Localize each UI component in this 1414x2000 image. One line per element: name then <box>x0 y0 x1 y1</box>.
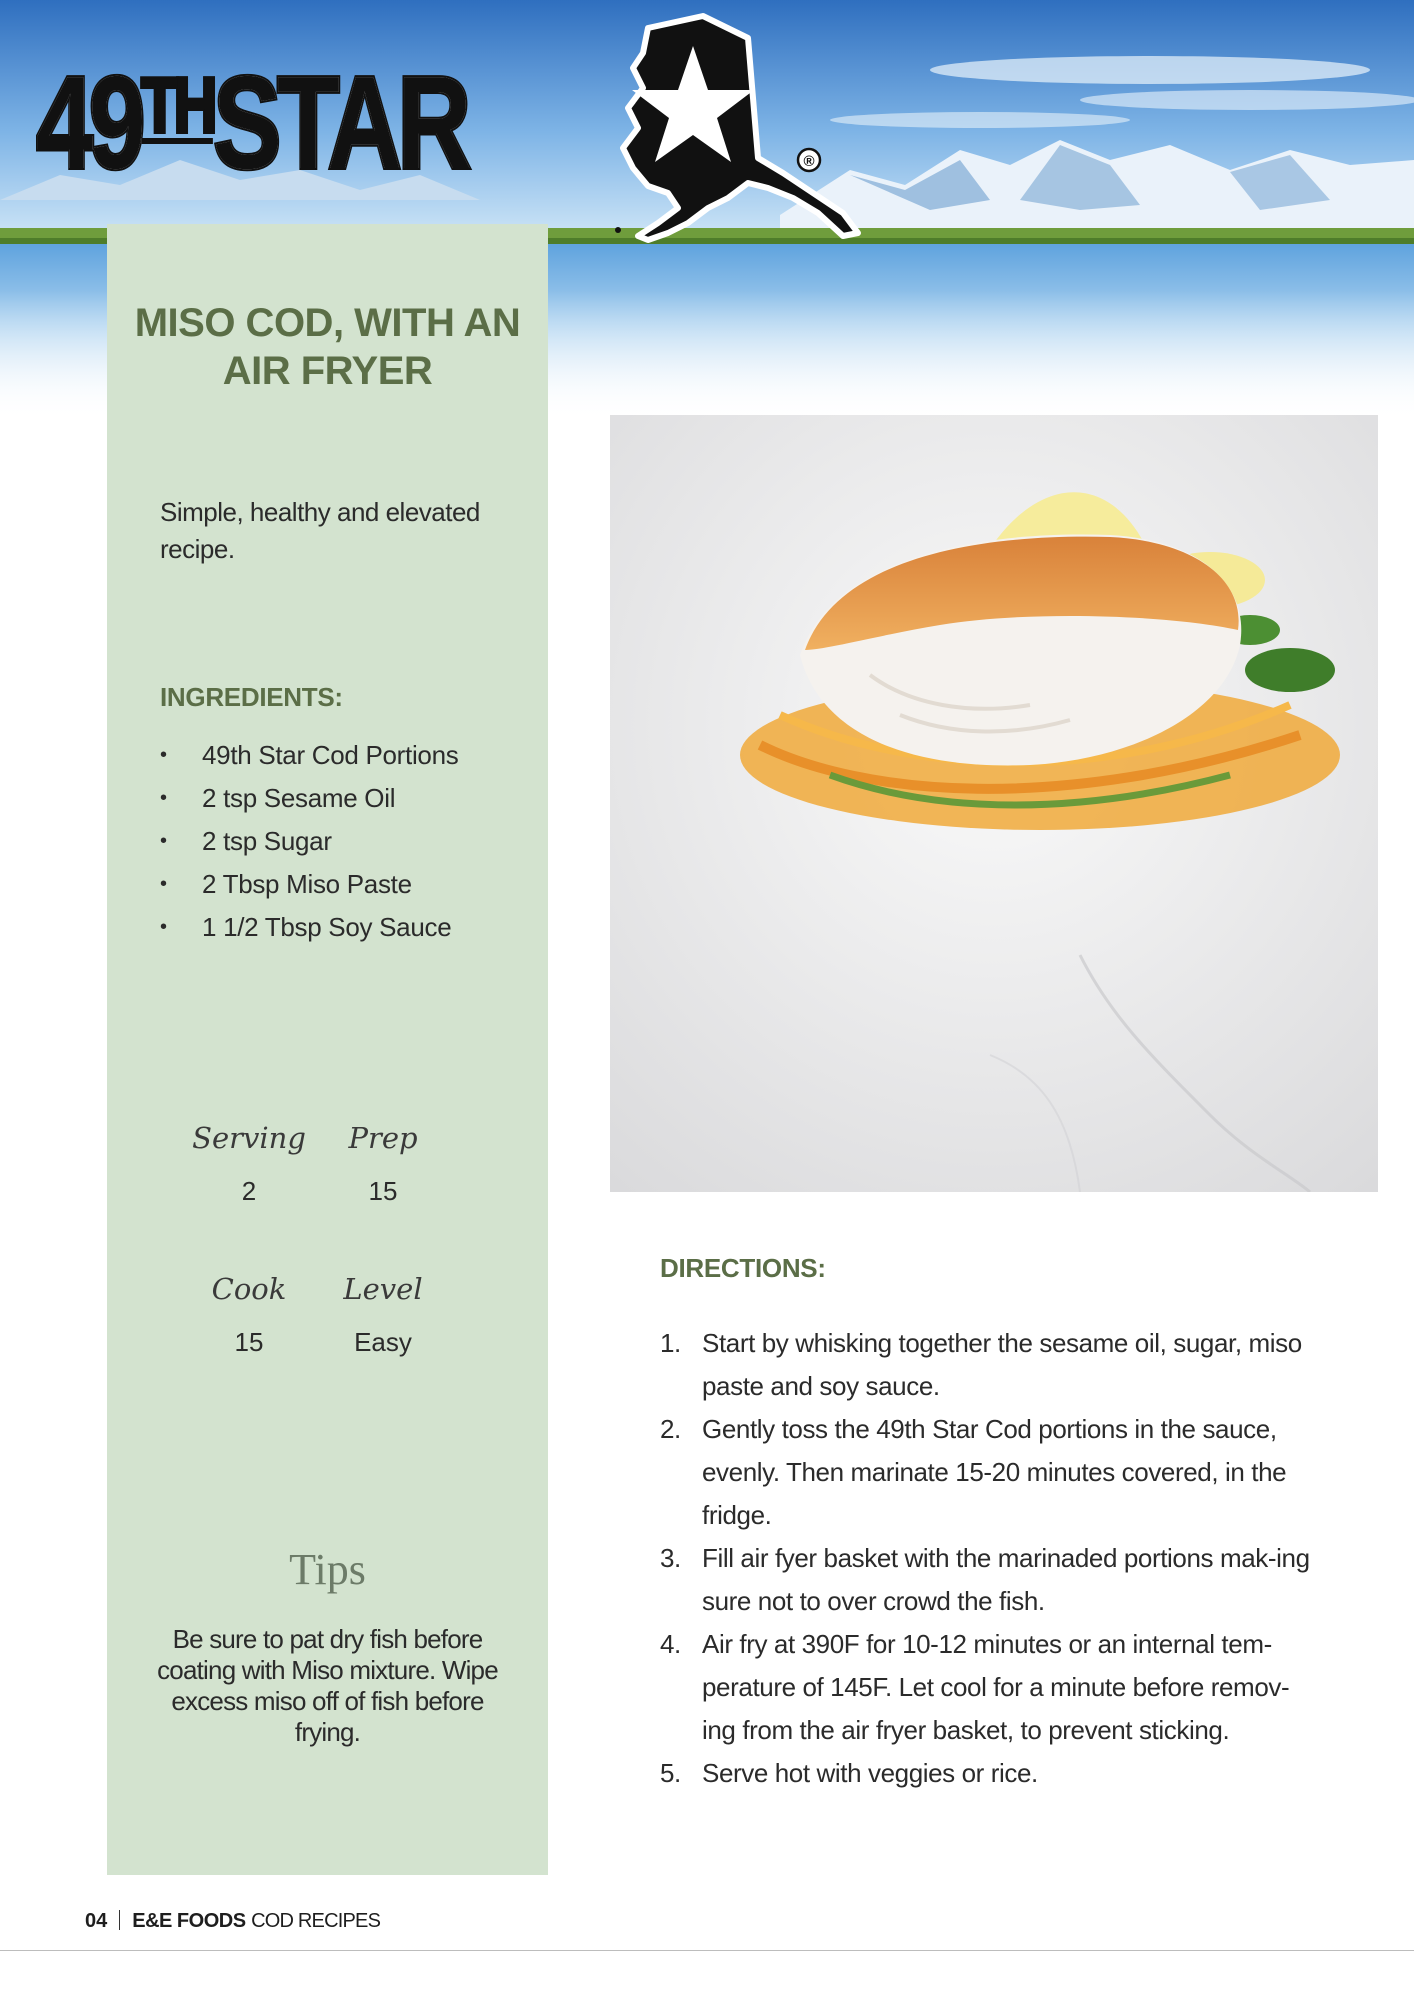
ingredients-heading: INGREDIENTS: <box>160 682 343 712</box>
step-number: 4. <box>660 1629 681 1659</box>
ingredients-list <box>160 734 520 949</box>
step-number: 2. <box>660 1414 681 1444</box>
footer-divider <box>119 1910 120 1930</box>
prep-value: 15 <box>368 1176 398 1206</box>
step-text: Gently toss the 49th Star Cod portions in the sauce, evenly. Then marinate 15-20 minutes covered, in the fridge. <box>702 1414 1287 1530</box>
step-number: 5. <box>660 1758 681 1788</box>
ingredient-item: • 2 tsp Sesame Oil <box>160 777 520 820</box>
direction-step <box>660 1408 1320 1537</box>
serving-label: Serving <box>192 1121 306 1155</box>
step-text: Fill air fyer basket with the marinaded portions mak-ing sure not to over crowd the fish. <box>702 1543 1310 1616</box>
serving-value: 2 <box>241 1176 257 1206</box>
tips-text: Be sure to pat dry fish before coating with Miso mixture. Wipe excess miso off of fish before frying. <box>157 1624 498 1747</box>
ingredient-item: • 2 tsp Sugar <box>160 820 520 863</box>
direction-step <box>660 1322 1320 1408</box>
miso-cod-plate-illustration <box>610 415 1378 1192</box>
direction-step <box>660 1623 1320 1752</box>
alaska-star-icon <box>608 8 868 263</box>
cook-value: 15 <box>234 1327 264 1357</box>
step-number: 3. <box>660 1543 681 1573</box>
page-footer <box>85 1910 380 1933</box>
direction-step <box>660 1537 1320 1623</box>
footer-rule <box>0 1950 1414 1951</box>
ingredient-item: • 49th Star Cod Portions <box>160 734 520 777</box>
step-number: 1. <box>660 1328 681 1358</box>
tips-heading: Tips <box>289 1545 366 1594</box>
page-number: 04 <box>85 1910 108 1932</box>
dish-photo <box>610 415 1378 1192</box>
step-text: Start by whisking together the sesame oil, sugar, miso paste and soy sauce. <box>702 1328 1302 1401</box>
level-label: Level <box>343 1272 423 1306</box>
directions-heading: DIRECTIONS: <box>660 1253 826 1283</box>
cook-label: Cook <box>211 1272 287 1306</box>
prep-label: Prep <box>348 1121 418 1155</box>
directions-list <box>660 1322 1320 1795</box>
step-text: Serve hot with veggies or rice. <box>702 1758 1038 1788</box>
registered-mark: ® <box>803 153 815 170</box>
ingredient-item: • 2 Tbsp Miso Paste <box>160 863 520 906</box>
footer-subtitle: COD RECIPES <box>251 1910 381 1932</box>
step-text: Air fry at 390F for 10-12 minutes or an internal tem-perature of 145F. Let cool for a minute before remov-ing from the air fryer basket, to prevent sticking. <box>702 1629 1290 1745</box>
ingredient-item: • 1 1/2 Tbsp Soy Sauce <box>160 906 520 949</box>
level-value: Easy <box>354 1327 412 1357</box>
logo-wordmark: 49THSTAR <box>36 49 467 196</box>
recipe-title: MISO COD, WITH AN AIR FRYER <box>134 301 521 393</box>
recipe-sidebar <box>107 224 548 1875</box>
footer-brand: E&E FOODS <box>132 1910 246 1932</box>
direction-step <box>660 1752 1320 1795</box>
recipe-intro: Simple, healthy and elevated recipe. <box>160 497 480 564</box>
